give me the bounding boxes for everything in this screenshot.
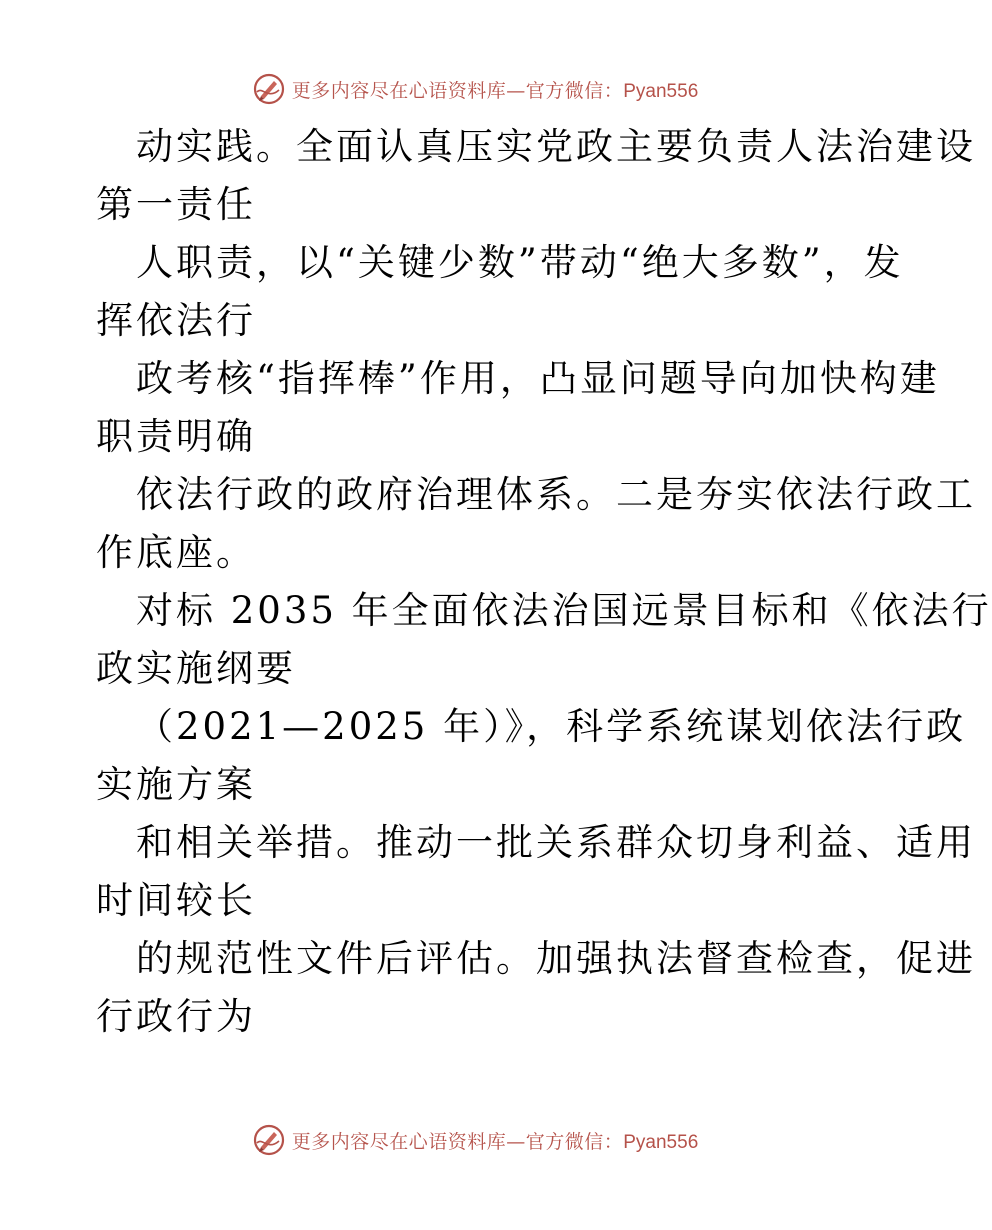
text-line: （2021—2025 年）》，科学系统谋划依法行政 <box>136 705 967 748</box>
text-line: 依法行政的政府治理体系。二是夯实依法行政工 <box>136 473 976 516</box>
text-line: 的规范性文件后评估。加强执法督查检查，促进 <box>136 937 976 980</box>
text-line: 政考核“指挥棒”作用，凸显问题导向加快构建 <box>136 357 940 400</box>
text-line: 对标 2035 年全面依法治国远景目标和《依法行 <box>136 589 992 632</box>
text-line: 动实践。全面认真压实党政主要负责人法治建设 <box>136 125 976 168</box>
text-line: 时间较长 <box>96 879 256 922</box>
watermark-text: 更多内容尽在心语资料库—官方微信：Pyan556 <box>291 1130 699 1153</box>
text-line: 实施方案 <box>96 763 256 806</box>
text-line: 第一责任 <box>96 183 256 226</box>
text-line: 挥依法行 <box>96 299 256 342</box>
document-body <box>96 118 992 1046</box>
pen-logo-icon <box>252 72 286 106</box>
text-line: 人职责，以“关键少数”带动“绝大多数”，发 <box>136 241 904 284</box>
watermark-text: 更多内容尽在心语资料库—官方微信：Pyan556 <box>291 79 699 102</box>
footer-watermark <box>0 1123 950 1157</box>
text-line: 作底座。 <box>96 531 256 574</box>
text-line: 行政行为 <box>96 995 256 1038</box>
header-watermark <box>0 72 950 106</box>
text-line: 政实施纲要 <box>96 647 296 690</box>
pen-logo-icon <box>252 1123 286 1157</box>
text-line: 和相关举措。推动一批关系群众切身利益、适用 <box>136 821 976 864</box>
text-line: 职责明确 <box>96 415 256 458</box>
